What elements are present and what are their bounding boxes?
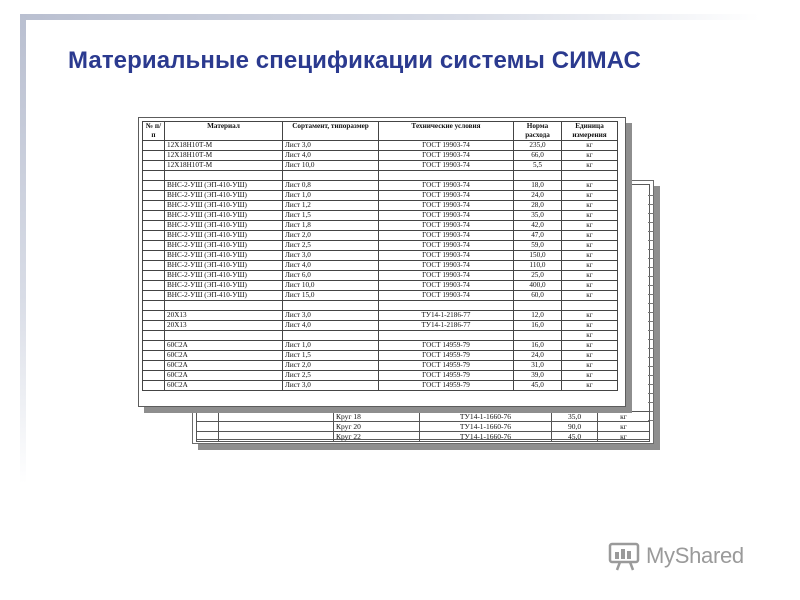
table-cell: кг — [562, 321, 618, 331]
table-cell: 20Х13 — [165, 311, 283, 321]
table-cell: кг — [562, 271, 618, 281]
table-cell: Лист 10,0 — [283, 281, 379, 291]
table-cell: ГОСТ 19903-74 — [379, 161, 514, 171]
table-cell — [143, 361, 165, 371]
table-cell: ГОСТ 14959-79 — [379, 351, 514, 361]
table-cell: 60С2А — [165, 351, 283, 361]
row-tick — [648, 285, 654, 286]
row-tick — [648, 375, 654, 376]
table-row — [143, 291, 618, 301]
table-row — [143, 361, 618, 371]
table-cell: кг — [562, 191, 618, 201]
table-cell: Лист 15,0 — [283, 291, 379, 301]
table-cell — [143, 261, 165, 271]
table-cell — [197, 422, 219, 432]
table-cell: Лист 3,0 — [283, 251, 379, 261]
table-cell: ГОСТ 19903-74 — [379, 241, 514, 251]
table-cell: кг — [562, 161, 618, 171]
table-cell — [219, 422, 334, 432]
table-cell: кг — [562, 261, 618, 271]
table-cell: 60С2А — [165, 361, 283, 371]
row-tick — [648, 258, 654, 259]
table-cell — [143, 181, 165, 191]
row-tick — [648, 249, 654, 250]
table-cell — [143, 151, 165, 161]
table-cell: ГОСТ 19903-74 — [379, 231, 514, 241]
row-tick — [648, 294, 654, 295]
table-cell — [143, 141, 165, 151]
table-cell: Лист 4,0 — [283, 151, 379, 161]
table-row — [143, 311, 618, 321]
table-cell: Круг 22 — [334, 432, 420, 442]
table-cell — [143, 291, 165, 301]
table-row — [143, 211, 618, 221]
table-cell: кг — [598, 422, 650, 432]
table-cell: 35,0 — [514, 211, 562, 221]
table-cell: кг — [562, 231, 618, 241]
table-cell: ГОСТ 19903-74 — [379, 281, 514, 291]
table-cell: Лист 10,0 — [283, 161, 379, 171]
row-tick — [648, 339, 654, 340]
table-cell: Лист 1,2 — [283, 201, 379, 211]
table-cell: 235,0 — [514, 141, 562, 151]
table-cell: ВНС-2-УШ (ЭП-410-УШ) — [165, 231, 283, 241]
table-row — [143, 201, 618, 211]
table-cell: ВНС-2-УШ (ЭП-410-УШ) — [165, 211, 283, 221]
table-row — [143, 281, 618, 291]
table-row — [143, 221, 618, 231]
table-cell — [143, 191, 165, 201]
table-row — [143, 231, 618, 241]
table-cell — [143, 371, 165, 381]
table-cell — [143, 301, 165, 311]
table-cell: 12Х18Н10Т-М — [165, 141, 283, 151]
row-tick — [648, 240, 654, 241]
spec-header-cell: Норма расхода — [514, 122, 562, 141]
row-tick — [648, 366, 654, 367]
table-cell — [219, 412, 334, 422]
table-cell — [143, 321, 165, 331]
table-cell: кг — [562, 251, 618, 261]
table-cell: ТУ14-1-1660-76 — [420, 412, 552, 422]
table-cell: Лист 3,0 — [283, 311, 379, 321]
table-cell: ВНС-2-УШ (ЭП-410-УШ) — [165, 181, 283, 191]
table-cell: 59,0 — [514, 241, 562, 251]
table-cell: 28,0 — [514, 201, 562, 211]
table-row — [143, 161, 618, 171]
table-cell: ГОСТ 14959-79 — [379, 381, 514, 391]
table-cell — [143, 341, 165, 351]
table-cell: кг — [562, 181, 618, 191]
myshared-logo — [608, 540, 778, 572]
table-cell — [514, 301, 562, 311]
row-tick — [648, 204, 654, 205]
table-cell: Лист 4,0 — [283, 321, 379, 331]
spec-header-cell: Единица измерения — [562, 122, 618, 141]
table-cell: ГОСТ 19903-74 — [379, 221, 514, 231]
table-cell: ГОСТ 19903-74 — [379, 211, 514, 221]
table-cell — [143, 221, 165, 231]
table-cell: ГОСТ 19903-74 — [379, 181, 514, 191]
table-cell: 24,0 — [514, 191, 562, 201]
table-row — [143, 321, 618, 331]
table-cell: ГОСТ 19903-74 — [379, 261, 514, 271]
table-cell: 39,0 — [514, 371, 562, 381]
table-cell: 110,0 — [514, 261, 562, 271]
table-cell — [143, 271, 165, 281]
table-cell: Лист 6,0 — [283, 271, 379, 281]
table-cell: ВНС-2-УШ (ЭП-410-УШ) — [165, 261, 283, 271]
spec-header-cell: № п/п — [143, 122, 165, 141]
table-cell — [379, 301, 514, 311]
table-cell: Лист 2,5 — [283, 371, 379, 381]
table-cell — [143, 241, 165, 251]
spec-header-cell: Сортамент, типоразмер — [283, 122, 379, 141]
table-cell: Лист 1,8 — [283, 221, 379, 231]
table-row — [143, 241, 618, 251]
logo-text: MyShared — [646, 543, 744, 568]
row-tick — [648, 303, 654, 304]
table-cell: ГОСТ 19903-74 — [379, 271, 514, 281]
table-cell: 18,0 — [514, 181, 562, 191]
row-tick — [648, 384, 654, 385]
table-cell: кг — [562, 141, 618, 151]
table-cell: ГОСТ 14959-79 — [379, 371, 514, 381]
table-cell: ГОСТ 19903-74 — [379, 191, 514, 201]
table-cell: 42,0 — [514, 221, 562, 231]
table-cell — [143, 231, 165, 241]
row-tick — [648, 195, 654, 196]
table-cell: кг — [562, 281, 618, 291]
table-cell — [283, 171, 379, 181]
table-row — [197, 412, 650, 422]
table-cell: Круг 18 — [334, 412, 420, 422]
table-cell: кг — [562, 371, 618, 381]
table-cell — [143, 281, 165, 291]
table-cell: Лист 0,8 — [283, 181, 379, 191]
table-cell: 16,0 — [514, 341, 562, 351]
table-cell: 60,0 — [514, 291, 562, 301]
table-cell — [143, 311, 165, 321]
table-cell — [143, 201, 165, 211]
table-cell: 25,0 — [514, 271, 562, 281]
front-document-page — [138, 117, 626, 407]
table-cell: кг — [562, 291, 618, 301]
table-cell: 24,0 — [514, 351, 562, 361]
table-cell — [165, 301, 283, 311]
table-cell: 16,0 — [514, 321, 562, 331]
table-cell: 35,0 — [552, 412, 598, 422]
row-tick — [648, 321, 654, 322]
table-cell: Круг 20 — [334, 422, 420, 432]
table-row — [143, 271, 618, 281]
table-cell: кг — [562, 361, 618, 371]
table-cell — [562, 301, 618, 311]
table-cell: ВНС-2-УШ (ЭП-410-УШ) — [165, 241, 283, 251]
table-cell — [219, 432, 334, 442]
row-tick — [648, 312, 654, 313]
table-cell: кг — [562, 341, 618, 351]
table-cell — [143, 161, 165, 171]
row-tick — [648, 276, 654, 277]
table-cell: ТУ14-1-1660-76 — [420, 432, 552, 442]
table-cell: 60С2А — [165, 341, 283, 351]
table-cell: ГОСТ 14959-79 — [379, 341, 514, 351]
row-tick — [648, 402, 654, 403]
table-row — [143, 251, 618, 261]
table-row — [143, 381, 618, 391]
table-cell: ВНС-2-УШ (ЭП-410-УШ) — [165, 221, 283, 231]
table-cell: 12,0 — [514, 311, 562, 321]
table-cell: кг — [598, 432, 650, 442]
spec-header-cell: Материал — [165, 122, 283, 141]
table-row — [197, 432, 650, 442]
table-cell: кг — [562, 311, 618, 321]
table-cell: 47,0 — [514, 231, 562, 241]
table-cell: ГОСТ 19903-74 — [379, 291, 514, 301]
table-cell: кг — [562, 201, 618, 211]
table-cell: ГОСТ 14959-79 — [379, 361, 514, 371]
table-cell: ВНС-2-УШ (ЭП-410-УШ) — [165, 251, 283, 261]
table-row — [143, 371, 618, 381]
table-cell: 45,0 — [552, 432, 598, 442]
slide-title: Материальные спецификации системы СИМАС — [68, 47, 641, 74]
table-cell: ВНС-2-УШ (ЭП-410-УШ) — [165, 201, 283, 211]
table-cell: кг — [562, 151, 618, 161]
table-cell: Лист 2,0 — [283, 231, 379, 241]
row-tick — [648, 222, 654, 223]
table-cell — [197, 432, 219, 442]
spec-table — [142, 121, 618, 391]
table-row — [197, 422, 650, 432]
table-cell: ГОСТ 19903-74 — [379, 151, 514, 161]
table-cell: ГОСТ 19903-74 — [379, 141, 514, 151]
row-tick — [648, 213, 654, 214]
table-cell: 20Х13 — [165, 321, 283, 331]
table-cell: ГОСТ 19903-74 — [379, 201, 514, 211]
table-cell — [143, 211, 165, 221]
table-cell: 31,0 — [514, 361, 562, 371]
table-cell: 400,0 — [514, 281, 562, 291]
table-cell: ВНС-2-УШ (ЭП-410-УШ) — [165, 291, 283, 301]
row-tick — [648, 231, 654, 232]
table-cell: ВНС-2-УШ (ЭП-410-УШ) — [165, 281, 283, 291]
table-cell — [197, 412, 219, 422]
row-tick — [648, 348, 654, 349]
table-row — [143, 191, 618, 201]
back-table — [196, 411, 650, 442]
table-cell: Лист 3,0 — [283, 381, 379, 391]
table-cell: 60С2А — [165, 371, 283, 381]
table-cell: Лист 1,0 — [283, 341, 379, 351]
table-cell: кг — [562, 241, 618, 251]
table-cell — [514, 331, 562, 341]
table-cell: ГОСТ 19903-74 — [379, 251, 514, 261]
table-cell: 12Х18Н10Т-М — [165, 151, 283, 161]
table-cell — [165, 331, 283, 341]
table-row — [143, 341, 618, 351]
table-cell: ВНС-2-УШ (ЭП-410-УШ) — [165, 191, 283, 201]
table-cell — [379, 171, 514, 181]
table-cell — [562, 171, 618, 181]
table-row — [143, 301, 618, 311]
table-cell: кг — [562, 211, 618, 221]
row-tick — [648, 267, 654, 268]
table-row — [143, 331, 618, 341]
table-cell: 90,0 — [552, 422, 598, 432]
table-row — [143, 141, 618, 151]
myshared-logo-icon — [608, 540, 642, 572]
table-cell: Лист 4,0 — [283, 261, 379, 271]
table-cell: 45,0 — [514, 381, 562, 391]
table-cell — [143, 331, 165, 341]
top-decor-line — [20, 14, 760, 20]
table-cell: кг — [598, 412, 650, 422]
table-cell: 150,0 — [514, 251, 562, 261]
table-cell: кг — [562, 351, 618, 361]
table-cell — [143, 381, 165, 391]
table-cell: ТУ14-1-2186-77 — [379, 311, 514, 321]
table-cell: 12Х18Н10Т-М — [165, 161, 283, 171]
table-cell: 60С2А — [165, 381, 283, 391]
table-cell — [143, 251, 165, 261]
table-cell: Лист 1,5 — [283, 211, 379, 221]
table-cell: 66,0 — [514, 151, 562, 161]
table-cell: кг — [562, 221, 618, 231]
table-cell — [165, 171, 283, 181]
table-cell: Лист 3,0 — [283, 141, 379, 151]
table-cell: Лист 2,0 — [283, 361, 379, 371]
table-cell — [283, 301, 379, 311]
table-row — [143, 261, 618, 271]
table-cell — [143, 351, 165, 361]
left-decor-line — [20, 14, 26, 484]
table-cell: ТУ14-1-2186-77 — [379, 321, 514, 331]
table-cell — [514, 171, 562, 181]
table-cell: кг — [562, 331, 618, 341]
spec-header-row — [143, 122, 618, 141]
table-row — [143, 181, 618, 191]
table-cell — [143, 171, 165, 181]
table-row — [143, 151, 618, 161]
spec-header-cell: Технические условия — [379, 122, 514, 141]
table-cell: ВНС-2-УШ (ЭП-410-УШ) — [165, 271, 283, 281]
table-cell: Лист 2,5 — [283, 241, 379, 251]
row-tick — [648, 393, 654, 394]
table-cell — [283, 331, 379, 341]
table-row — [143, 351, 618, 361]
table-cell: ТУ14-1-1660-76 — [420, 422, 552, 432]
table-row — [143, 171, 618, 181]
table-cell: Лист 1,0 — [283, 191, 379, 201]
table-cell: 5,5 — [514, 161, 562, 171]
row-tick — [648, 357, 654, 358]
table-cell — [379, 331, 514, 341]
table-cell: кг — [562, 381, 618, 391]
table-cell: Лист 1,5 — [283, 351, 379, 361]
row-tick — [648, 330, 654, 331]
